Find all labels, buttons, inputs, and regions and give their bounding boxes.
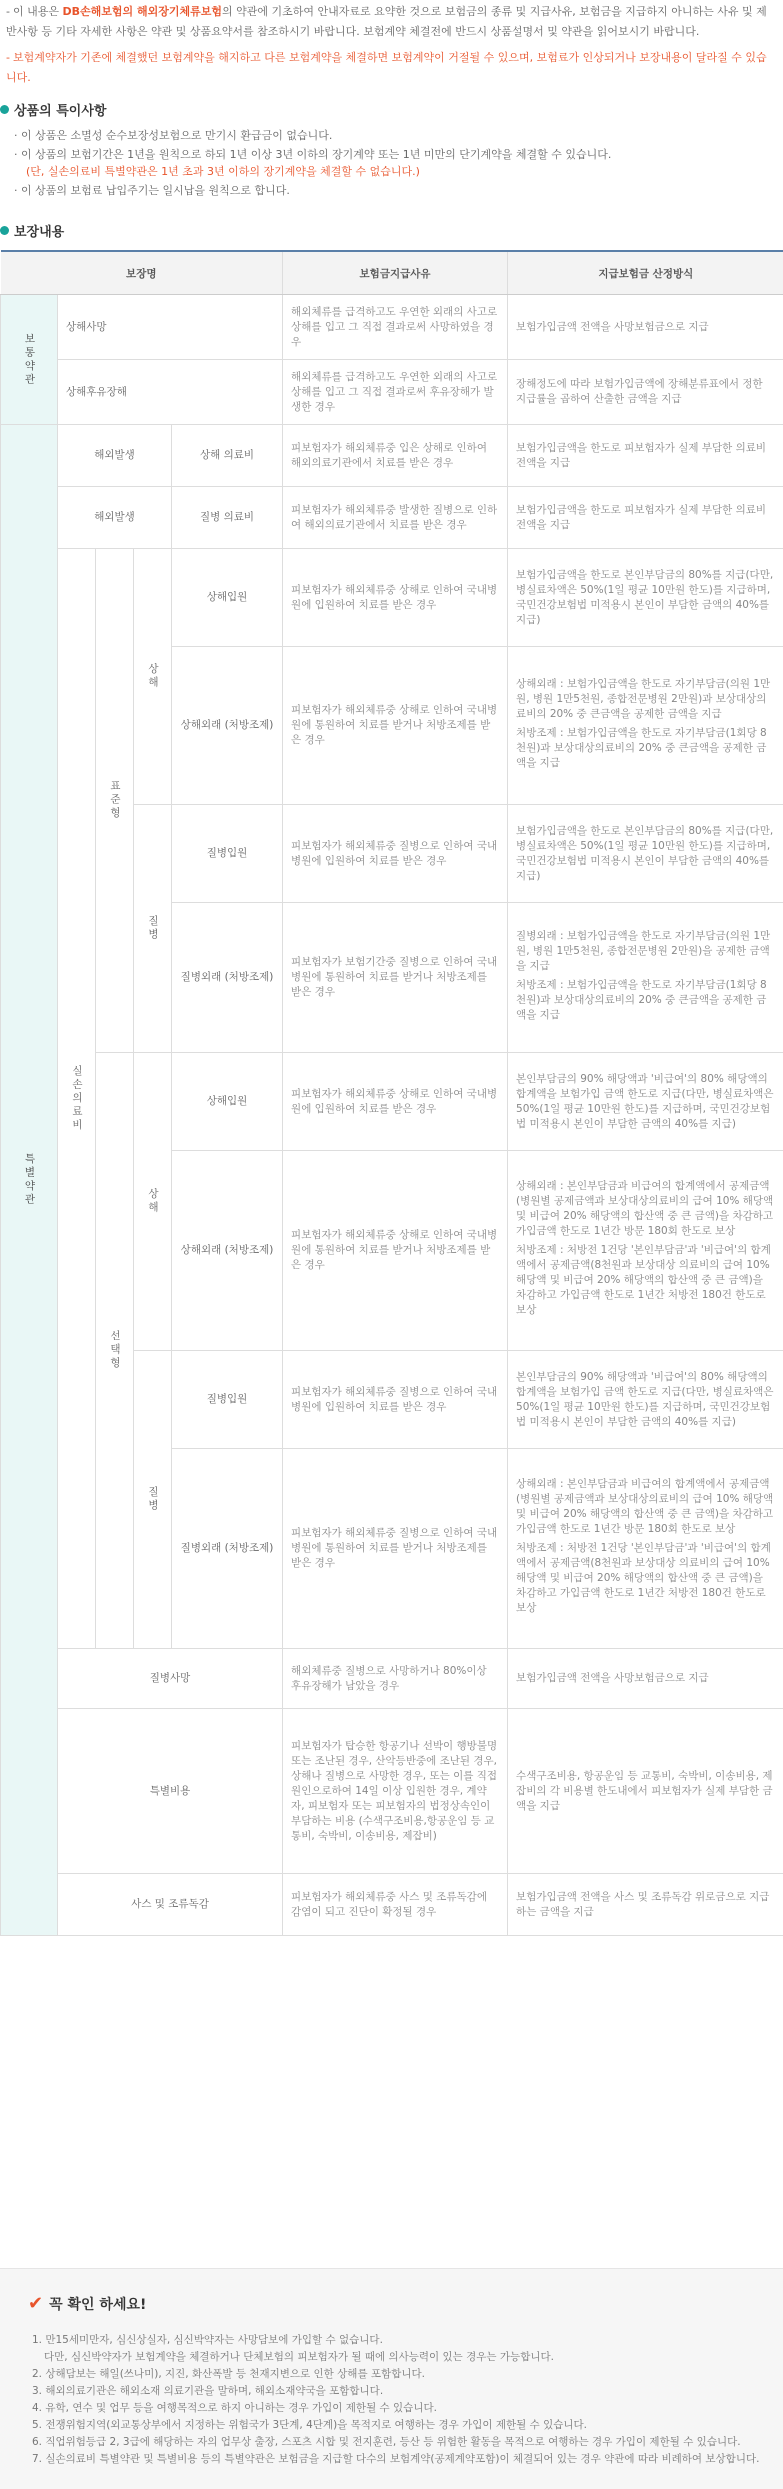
coverage-name: 해외발생 bbox=[58, 487, 172, 549]
coverage-name: 상해사망 bbox=[58, 295, 283, 360]
list-item: 5. 전쟁위험지역(외교통상부에서 지정하는 위험국가 3단계, 4단계)을 목적지로 여행하는 경우 가입이 제한될 수 있습니다. bbox=[32, 2417, 783, 2433]
header-payment-reason: 보험금지급사유 bbox=[283, 251, 508, 295]
coverage-name: 상해후유장해 bbox=[58, 360, 283, 425]
table-header-row bbox=[1, 251, 783, 295]
list-item: · 이 상품의 보험료 납입주기는 일시납을 원칙으로 합니다. bbox=[14, 182, 783, 199]
category-basic: 보통약관 bbox=[1, 295, 58, 425]
coverage-name: 질병사망 bbox=[58, 1649, 283, 1709]
payment-reason: 피보험자가 해외체류중 질병으로 인하여 국내병원에 통원하여 치료를 받거나 처방조제를 받은 경우 bbox=[283, 1449, 508, 1649]
payment-reason: 피보험자가 해외체류중 질병으로 인하여 국내병원에 입원하여 치료를 받은 경우 bbox=[283, 1351, 508, 1449]
payment-reason: 피보험자가 해외체류중 질병으로 인하여 국내병원에 입원하여 치료를 받은 경우 bbox=[283, 805, 508, 903]
calculation: 보험가입금액을 한도로 피보험자가 실제 부담한 의료비 전액을 지급 bbox=[508, 425, 783, 487]
calculation: 보험가입금액 전액을 사스 및 조류독감 위로금으로 지급하는 금액을 지급 bbox=[508, 1874, 783, 1936]
list-item: 4. 유학, 연수 및 업무 등을 여행목적으로 하지 아니하는 경우 가입이 제한될 수 있습니다. bbox=[32, 2400, 783, 2416]
payment-reason: 피보험자가 해외체류중 상해로 인하여 국내병원에 통원하여 치료를 받거나 처방조제를 받은 경우 bbox=[283, 1151, 508, 1351]
list-item: · 이 상품은 소멸성 순수보장성보험으로 만기시 환급금이 없습니다. bbox=[14, 127, 783, 144]
calculation: 상해외래 : 본인부담금과 비급여의 합계액에서 공제금액(병원별 공제금액과 보상대상의료비의 급여 10% 해당액 및 비급여 20% 해당액의 합산액 중 큰 금액)을 차감하고 가입금액 한도로 1년간 방문 180회 한도로 보상 처방조제 : 처방전 1건당 '본인부담금'과 '비급여'의 합계액에서 공제금액(8천원과 보상대상 의료비의 급여 10% 해당액 및 비급여 20% 해당액의 합산액 중 큰 금액)을 차감하고 가입금액 한도로 1년간 처방전 180건 한도로 보상 bbox=[508, 1151, 783, 1351]
coverage-name: 질병외래 (처방조제) bbox=[172, 903, 283, 1053]
table-row bbox=[1, 1053, 783, 1151]
table-row bbox=[1, 425, 783, 487]
category-disease: 질병 bbox=[134, 805, 172, 1053]
payment-reason: 피보험자가 해외체류중 상해로 인하여 국내병원에 입원하여 치료를 받은 경우 bbox=[283, 549, 508, 647]
payment-reason: 피보험자가 보험기간중 질병으로 인하여 국내병원에 통원하여 치료를 받거나 처방조제를 받은 경우 bbox=[283, 903, 508, 1053]
coverage-name: 상해외래 (처방조제) bbox=[172, 647, 283, 805]
list-item: 7. 실손의료비 특별약관 및 특별비용 등의 특별약관은 보험금을 지급할 다수의 보험계약(공제계약포함)이 체결되어 있는 경우 약관에 따라 비례하여 보상합니다. bbox=[32, 2451, 783, 2467]
check-notice-box bbox=[0, 2268, 783, 2489]
calculation: 본인부담금의 90% 해당액과 '비급여'의 80% 해당액의 합계액을 보험가입 금액 한도로 지급(다만, 병실료차액은 50%(1일 평균 10만원 한도)를 지급하며, 국민건강보험법 미적용시 본인이 부담한 금액의 40%를 지급) bbox=[508, 1053, 783, 1151]
table-row bbox=[1, 1649, 783, 1709]
payment-reason: 피보험자가 해외체류중 상해로 인하여 국내병원에 입원하여 치료를 받은 경우 bbox=[283, 1053, 508, 1151]
category-special: 특별약관 bbox=[1, 425, 58, 1936]
payment-reason: 피보험자가 해외체류중 사스 및 조류독감에 감염이 되고 진단이 확정될 경우 bbox=[283, 1874, 508, 1936]
coverage-name: 질병입원 bbox=[172, 1351, 283, 1449]
coverage-name: 질병입원 bbox=[172, 805, 283, 903]
list-item: 3. 해외의료기관은 해외소재 의료기관을 말하며, 해외소재약국을 포함합니다. bbox=[32, 2383, 783, 2399]
features-list bbox=[14, 127, 783, 199]
calculation: 보험가입금액을 한도로 피보험자가 실제 부담한 의료비 전액을 지급 bbox=[508, 487, 783, 549]
payment-reason: 피보험자가 탑승한 항공기나 선박이 행방불명 또는 조난된 경우, 산악등반중에 조난된 경우, 상해나 질병으로 사망한 경우, 또는 이를 직접 원인으로하여 14일 이상 입원한 경우, 계약자, 피보험자 또는 피보험자의 법정상속인이 부담하는 비용 (수색구조비용,항공운임 등 교통비, 숙박비, 이송비용, 제잡비) bbox=[283, 1709, 508, 1874]
coverage-name: 특별비용 bbox=[58, 1709, 283, 1874]
calculation: 장해정도에 따라 보험가입금액에 장해분류표에서 정한 지급률을 곱하여 산출한 금액을 지급 bbox=[508, 360, 783, 425]
category-injury: 상해 bbox=[134, 549, 172, 805]
header-calculation: 지급보험금 산정방식 bbox=[508, 251, 783, 295]
category-optional: 선택형 bbox=[96, 1053, 134, 1649]
category-disease: 질병 bbox=[134, 1351, 172, 1649]
list-item: 2. 상해담보는 해일(쓰나미), 지진, 화산폭발 등 천재지변으로 인한 상해를 포함합니다. bbox=[32, 2366, 783, 2382]
payment-reason: 피보험자가 해외체류중 상해로 인하여 국내병원에 통원하여 치료를 받거나 처방조제를 받은 경우 bbox=[283, 647, 508, 805]
calculation: 보험가입금액을 한도로 본인부담금의 80%를 지급(다만, 병실료차액은 50%(1일 평균 10만원 한도)를 지급하며, 국민건강보험법 미적용시 본인이 부담한 금액의 40%를 지급) bbox=[508, 805, 783, 903]
list-item: 1. 만15세미만자, 심신상실자, 심신박약자는 사망담보에 가입할 수 없습니다. bbox=[32, 2332, 783, 2348]
calculation: 상해외래 : 보험가입금액을 한도로 자기부담금(의원 1만원, 병원 1만5천원, 종합전문병원 2만원)과 보상대상의료비의 20% 중 큰금액을 공제한 금액을 지급 처방조제 : 보험가입금액을 한도로 자기부담금(1회당 8천원)과 보상대상의료비의 20% 중 큰금액을 공제한 금액을 지급 bbox=[508, 647, 783, 805]
checkmark-icon: ✔ bbox=[28, 2293, 43, 2314]
coverage-name: 상해입원 bbox=[172, 549, 283, 647]
calculation: 보험가입금액 전액을 사망보험금으로 지급 bbox=[508, 295, 783, 360]
table-row bbox=[1, 1874, 783, 1936]
coverage-name: 상해입원 bbox=[172, 1053, 283, 1151]
coverage-name: 상해외래 (처방조제) bbox=[172, 1151, 283, 1351]
check-list bbox=[32, 2332, 783, 2467]
check-title: ✔ 꼭 확인 하세요! bbox=[28, 2293, 783, 2314]
bullet-icon bbox=[0, 226, 9, 235]
table-row bbox=[1, 295, 783, 360]
coverage-heading: 보장내용 bbox=[0, 221, 783, 240]
intro-notes bbox=[0, 0, 783, 88]
payment-reason: 해외체류를 급격하고도 우연한 외래의 사고로 상해를 입고 그 직접 결과로써 후유장해가 발생한 경우 bbox=[283, 360, 508, 425]
intro-paragraph-1: - 이 내용은 DB손해보험의 해외장기체류보험의 약관에 기초하여 안내자료로 요약한 것으로 보험금의 종류 및 지급사유, 보험금을 지급하지 아니하는 사유 및 제반사항 등 기타 자세한 사항은 약관 및 상품요약서를 참조하시기 바랍니다. 보험계약 체결전에 반드시 상품설명서 및 약관을 읽어보시기 바랍니다. bbox=[6, 2, 777, 42]
table-row bbox=[1, 1709, 783, 1874]
list-item: 다만, 심신박약자가 보험계약을 체결하거나 단체보험의 피보험자가 될 때에 의사능력이 있는 경우는 가능합니다. bbox=[32, 2349, 783, 2365]
calculation: 보험가입금액 전액을 사망보험금으로 지급 bbox=[508, 1649, 783, 1709]
coverage-subname: 질병 의료비 bbox=[172, 487, 283, 549]
payment-reason: 해외체류중 질병으로 사망하거나 80%이상 후유장해가 남았을 경우 bbox=[283, 1649, 508, 1709]
calculation: 수색구조비용, 항공운임 등 교통비, 숙박비, 이송비용, 제잡비의 각 비용별 한도내에서 피보험자가 실제 부담한 금액을 지급 bbox=[508, 1709, 783, 1874]
coverage-name: 질병외래 (처방조제) bbox=[172, 1449, 283, 1649]
category-standard: 표준형 bbox=[96, 549, 134, 1053]
list-item: 6. 직업위험등급 2, 3급에 해당하는 자의 업무상 출장, 스포츠 시합 및 전지훈련, 등산 등 위험한 활동을 목적으로 여행하는 경우 가입이 제한될 수 있습니다. bbox=[32, 2434, 783, 2450]
intro-paragraph-2: - 보험계약자가 기존에 체결했던 보험계약을 해지하고 다른 보험계약을 체결하면 보험계약이 거절될 수 있으며, 보험료가 인상되거나 보장내용이 달라질 수 있습니다. bbox=[6, 48, 777, 88]
calculation: 본인부담금의 90% 해당액과 '비급여'의 80% 해당액의 합계액을 보험가입 금액 한도로 지급(다만, 병실료차액은 50%(1일 평균 10만원 한도)를 지급하며, 국민건강보험법 미적용시 본인이 부담한 금액의 40%를 지급) bbox=[508, 1351, 783, 1449]
calculation: 상해외래 : 본인부담금과 비급여의 합계액에서 공제금액(병원별 공제금액과 보상대상의료비의 급여 10% 해당액 및 비급여 20% 해당액의 합산액 중 큰 금액)을 차감하고 가입금액 한도로 1년간 방문 180회 한도로 보상 처방조제 : 처방전 1건당 '본인부담금'과 '비급여'의 합계액에서 공제금액(8천원과 보상대상 의료비의 급여 10% 해당액 및 비급여 20% 해당액의 합산액 중 큰 금액)을 차감하고 가입금액 한도로 1년간 처방전 180건 한도로 보상 bbox=[508, 1449, 783, 1649]
header-coverage-name: 보장명 bbox=[1, 251, 283, 295]
calculation: 보험가입금액을 한도로 본인부담금의 80%를 지급(다만, 병실료차액은 50%(1일 평균 10만원 한도)를 지급하며, 국민건강보험법 미적용시 본인이 부담한 금액의 40%를 지급) bbox=[508, 549, 783, 647]
category-injury: 상해 bbox=[134, 1053, 172, 1351]
bullet-icon bbox=[0, 105, 9, 114]
coverage-table bbox=[0, 250, 783, 1936]
payment-reason: 피보험자가 해외체류중 발생한 질병으로 인하여 해외의료기관에서 치료를 받은 경우 bbox=[283, 487, 508, 549]
payment-reason: 피보험자가 해외체류중 입은 상해로 인하여 해외의료기관에서 치료를 받은 경우 bbox=[283, 425, 508, 487]
coverage-name: 사스 및 조류독감 bbox=[58, 1874, 283, 1936]
table-row bbox=[1, 549, 783, 647]
coverage-subname: 상해 의료비 bbox=[172, 425, 283, 487]
coverage-name: 해외발생 bbox=[58, 425, 172, 487]
list-item: · 이 상품의 보험기간은 1년을 원칙으로 하되 1년 이상 3년 이하의 장기계약 또는 1년 미만의 단기계약을 체결할 수 있습니다. (단, 실손의료비 특별약관은 1년 초과 3년 이하의 장기계약을 체결할 수 없습니다.) bbox=[14, 146, 783, 180]
table-row bbox=[1, 360, 783, 425]
features-heading: 상품의 특이사항 bbox=[0, 100, 783, 119]
category-medical: 실손의료비 bbox=[58, 549, 96, 1649]
payment-reason: 해외체류를 급격하고도 우연한 외래의 사고로 상해를 입고 그 직접 결과로써 사망하였을 경우 bbox=[283, 295, 508, 360]
table-row bbox=[1, 487, 783, 549]
calculation: 질병외래 : 보험가입금액을 한도로 자기부담금(의원 1만원, 병원 1만5천원, 종합전문병원 2만원)을 공제한 금액을 지급 처방조제 : 보험가입금액을 한도로 자기부담금(1회당 8천원)과 보상대상의료비의 20% 중 큰금액을 공제한 금액을 지급 bbox=[508, 903, 783, 1053]
